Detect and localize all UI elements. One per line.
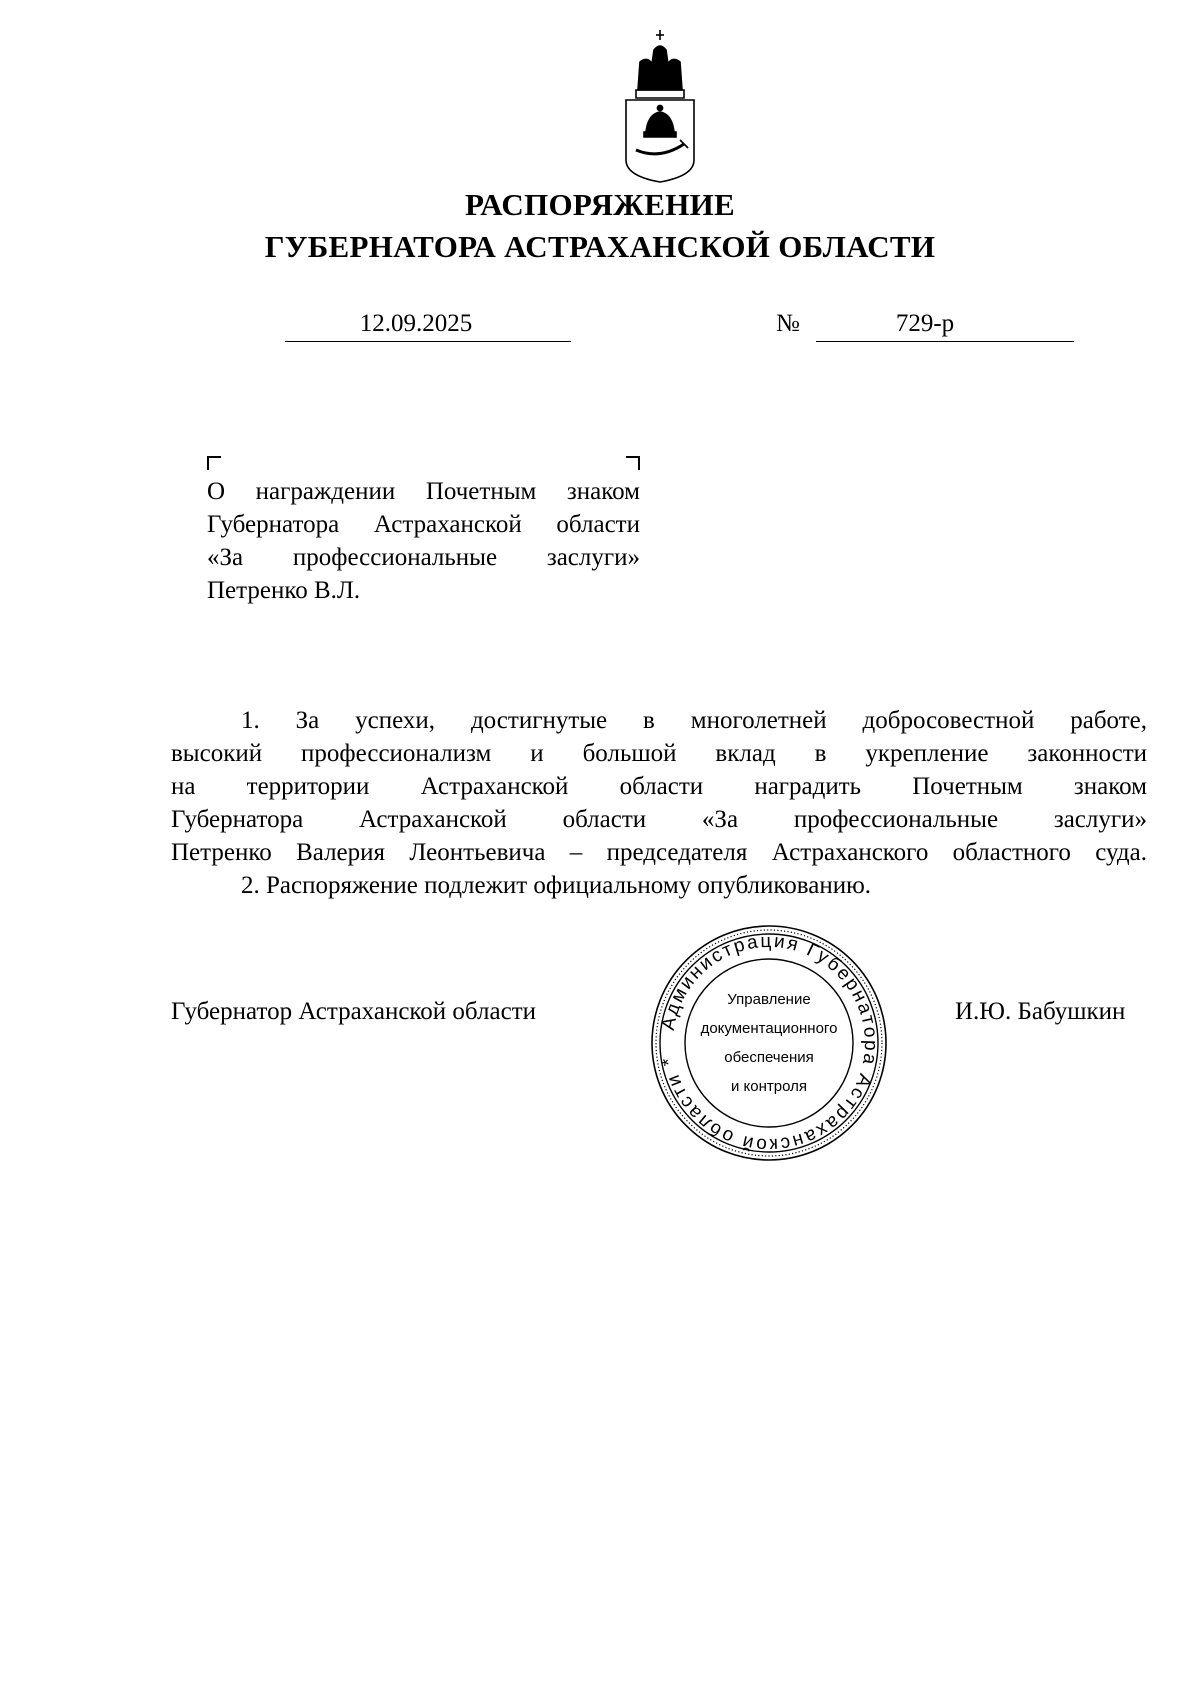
number-underline <box>816 341 1074 342</box>
subject-line: «За профессиональные заслуги» <box>207 544 640 571</box>
document-title: РАСПОРЯЖЕНИЕ <box>464 187 736 222</box>
stamp-ring-text: Администрация Губернатора Астраханской области * <box>657 930 882 1156</box>
stamp-line: обеспечения <box>724 1049 814 1066</box>
signatory-position: Губернатор Астраханской области <box>171 998 537 1025</box>
stamp-line: Управление <box>727 991 811 1008</box>
subject-corner-right <box>626 456 640 470</box>
body-line: Губернатора Астраханской области «За профессиональные заслуги» <box>171 806 1147 833</box>
subject-line: О награждении Почетным знаком <box>207 478 640 505</box>
number-sign: № <box>776 310 800 337</box>
subject-corner-left <box>207 456 221 470</box>
stamp-line: и контроля <box>730 1078 807 1095</box>
paragraph-1 <box>171 704 1147 869</box>
document-body <box>171 704 1147 902</box>
subject-line: Губернатора Астраханской области <box>207 511 640 538</box>
paragraph-2: 2. Распоряжение подлежит официальному опубликованию. <box>241 872 872 899</box>
signatory-name: И.Ю. Бабушкин <box>955 998 1126 1025</box>
body-line: 1. За успехи, достигнутые в многолетней добросовестной работе, <box>241 707 1147 734</box>
stamp-center-text <box>687 985 851 1101</box>
document-subject <box>207 475 640 607</box>
date-underline <box>285 341 571 342</box>
coat-of-arms-icon <box>618 28 702 184</box>
body-line: высокий профессионализм и большой вклад в укрепление законности <box>171 740 1147 767</box>
body-line: Петренко Валерия Леонтьевича – председателя Астраханского областного суда. <box>171 839 1147 866</box>
stamp-line: документационного <box>700 1020 838 1037</box>
document-number: 729-р <box>895 310 955 337</box>
document-issuer: ГУБЕРНАТОРА АСТРАХАНСКОЙ ОБЛАСТИ <box>264 229 936 264</box>
subject-line: Петренко В.Л. <box>207 577 361 604</box>
document-date: 12.09.2025 <box>359 310 473 337</box>
body-line: на территории Астраханской области наградить Почетным знаком <box>171 773 1147 800</box>
